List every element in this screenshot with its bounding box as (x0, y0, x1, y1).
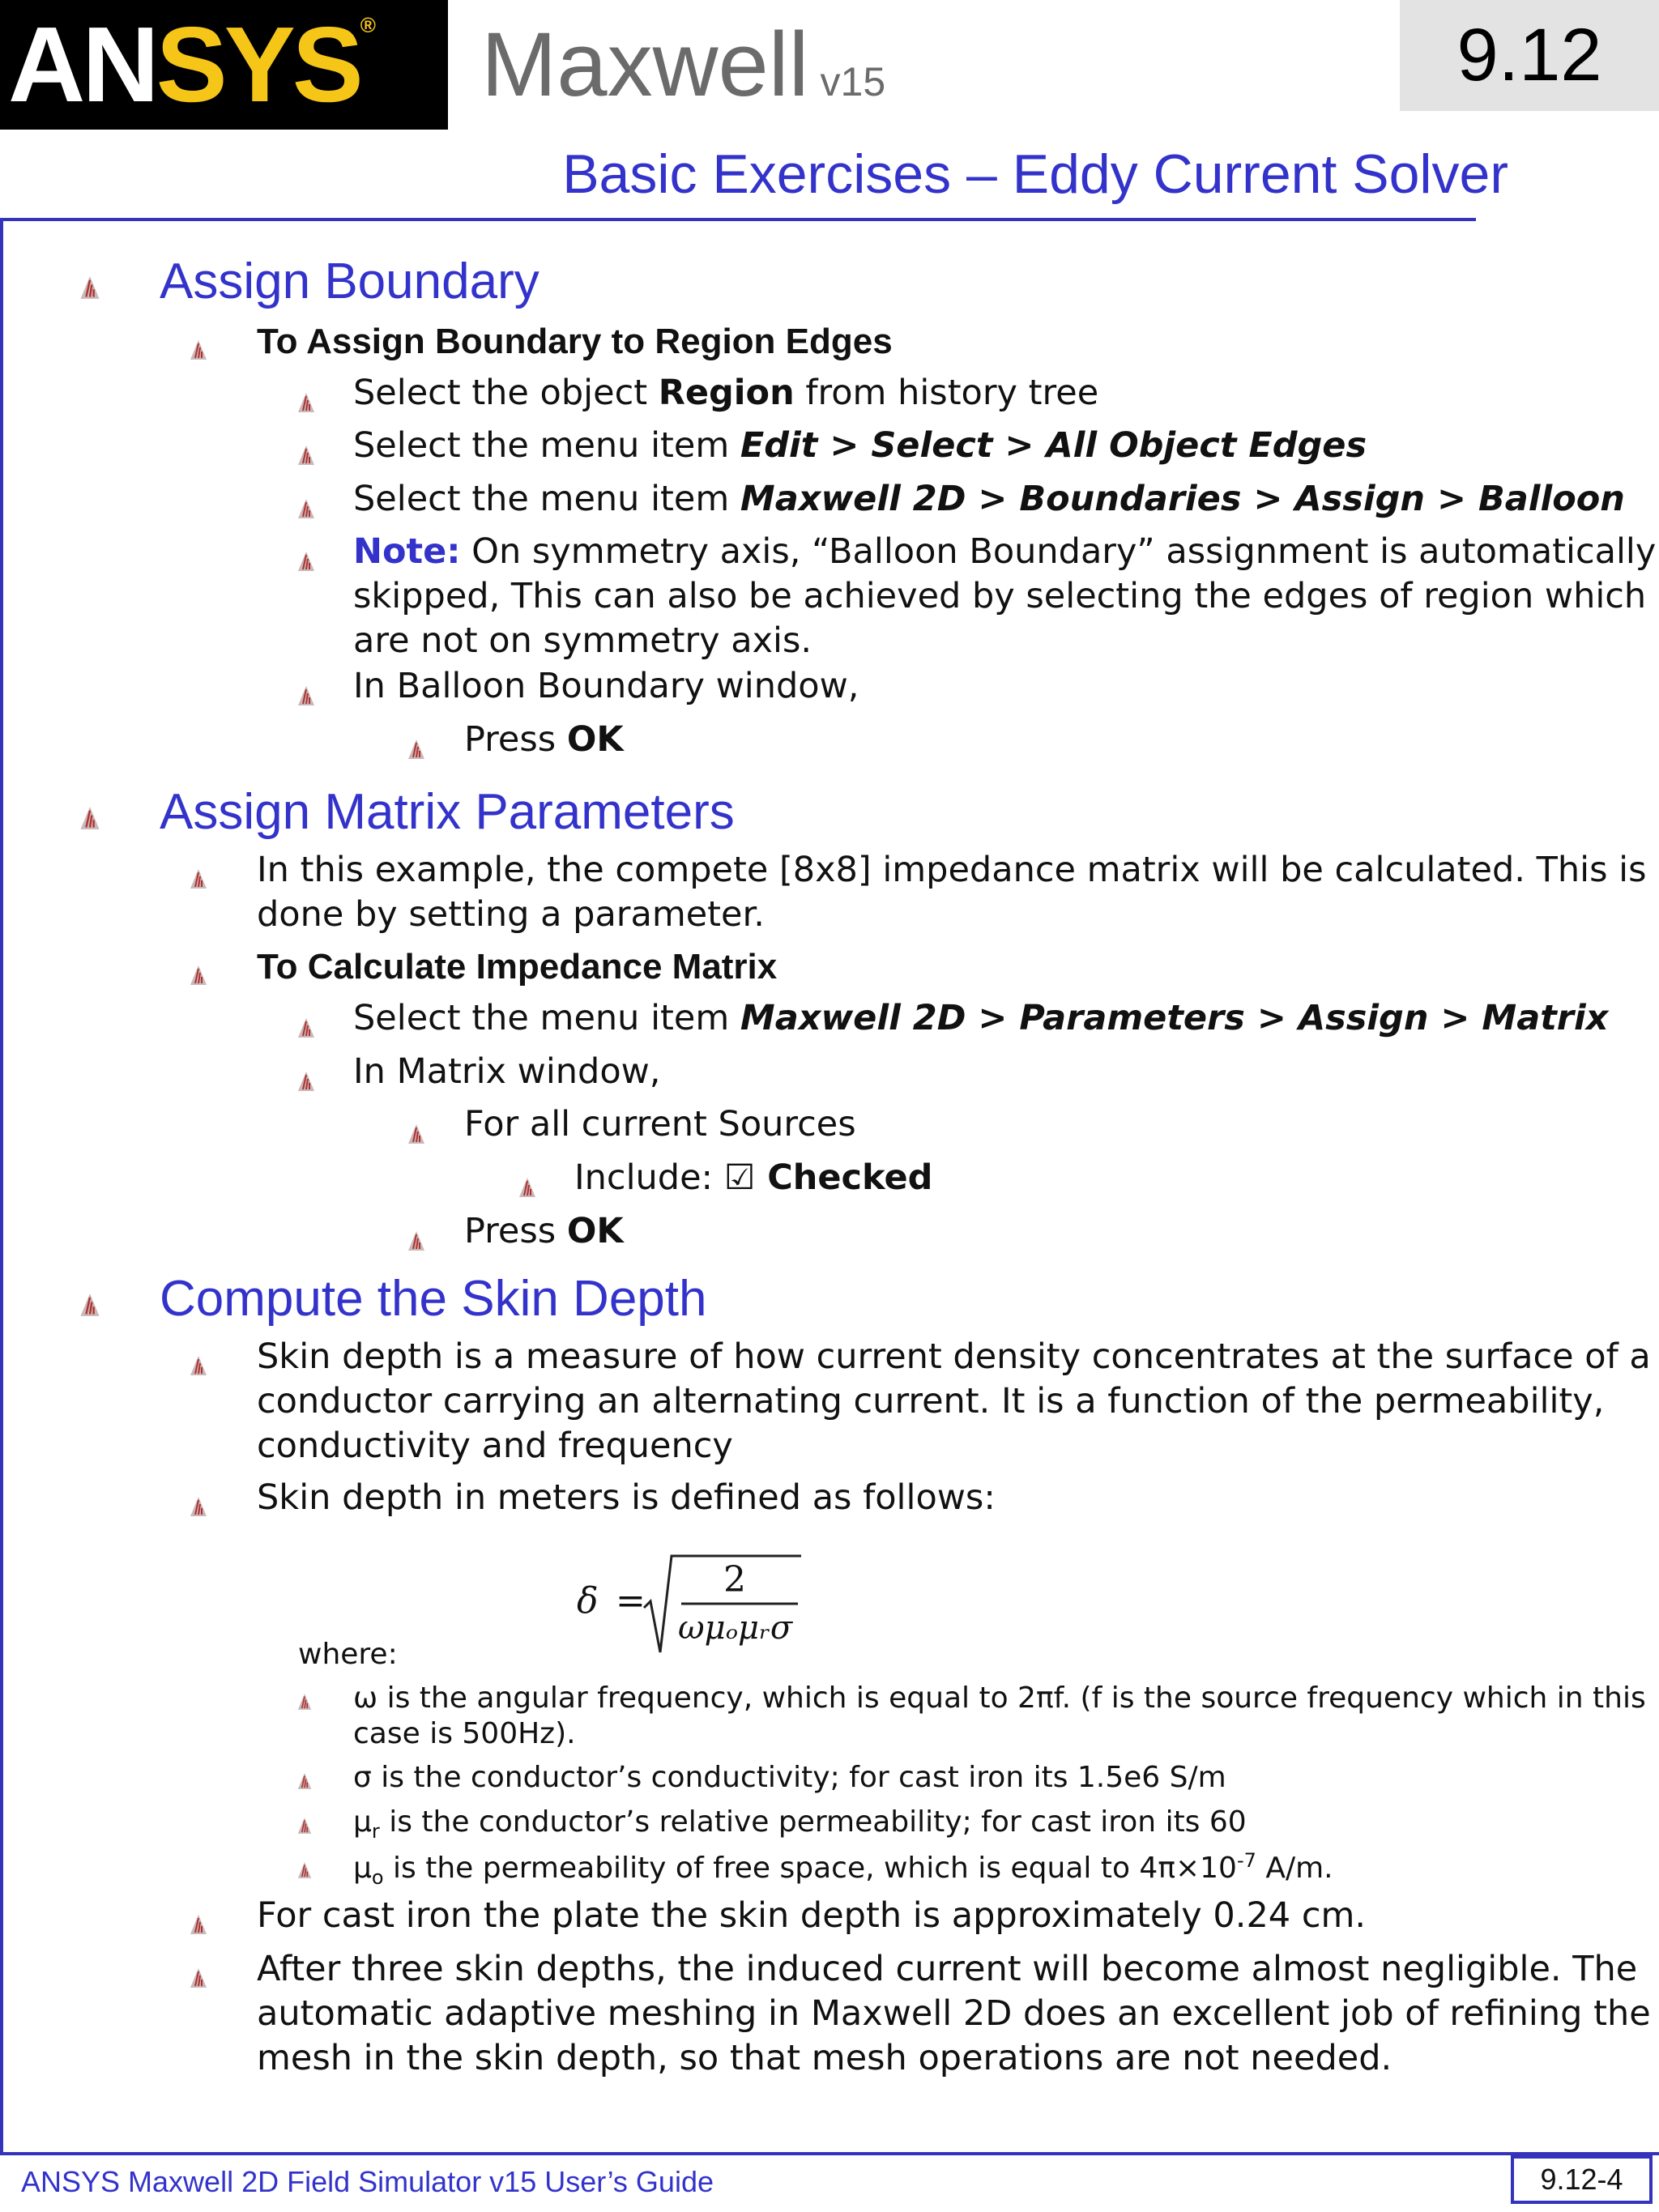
press-ok-boundary (464, 720, 624, 760)
skin-depth-formula (571, 1551, 814, 1664)
step-text: Select the menu item (353, 425, 740, 466)
include-checked (574, 1158, 932, 1198)
bullet-icon (297, 550, 315, 573)
bullet-icon (297, 1070, 315, 1093)
bullet-icon (297, 1772, 312, 1790)
mur-text: is the conductor’s relative permeability; for cast iron its 60 (379, 1805, 1247, 1839)
bullet-icon (297, 1016, 315, 1039)
matrix-intro-line-1: In this example, the compete [8x8] impedance matrix will be calculated. This is (257, 850, 1647, 890)
omega-def-line-1: ω is the angular frequency, which is equal to 2πf. (f is the source frequency which in this (353, 1681, 1646, 1715)
after-three-line-2: automatic adaptive meshing in Maxwell 2D does an excellent job of refining the (257, 1993, 1651, 2034)
formula-denominator: ωμₒμᵣσ (678, 1609, 793, 1647)
ok-term: OK (566, 719, 624, 760)
sigma-def: σ is the conductor’s conductivity; for cast iron its 1.5e6 S/m (353, 1761, 1226, 1794)
subheading-impedance-matrix: To Calculate Impedance Matrix (257, 947, 778, 987)
bullet-icon (190, 867, 207, 890)
mu-symbol: μ (353, 1805, 372, 1839)
frame-left-rule (0, 218, 3, 2154)
logo-text-an: AN (8, 5, 156, 124)
checked-term: Checked (755, 1157, 933, 1198)
footer-guide-title: ANSYS Maxwell 2D Field Simulator v15 User’s Guide (21, 2165, 714, 2198)
skin-defined: Skin depth in meters is defined as follows: (257, 1477, 996, 1518)
skin-desc-line-3: conductivity and frequency (257, 1426, 733, 1466)
bullet-icon (297, 391, 315, 414)
heading-skin-depth: Compute the Skin Depth (160, 1271, 707, 1327)
menu-path: Maxwell 2D > Boundaries > Assign > Balloon (740, 479, 1625, 519)
step-text: Press (464, 1211, 567, 1251)
mu-symbol: μ (353, 1852, 372, 1885)
step-text: Select the menu item (353, 998, 740, 1038)
step-text: Select the menu item (353, 479, 740, 519)
formula-numerator: 2 (723, 1559, 746, 1600)
step-select-region (353, 373, 1098, 413)
bullet-icon (190, 1967, 207, 1989)
bullet-icon (190, 1354, 207, 1377)
step-text: from history tree (794, 373, 1099, 413)
frame-top-rule (0, 218, 1476, 221)
skin-desc-line-1: Skin depth is a measure of how current density concentrates at the surface of a (257, 1336, 1651, 1377)
bullet-icon (190, 1495, 207, 1518)
checkbox-checked-icon: ☑ (723, 1157, 756, 1198)
skin-desc-line-2: conductor carrying an alternating current. It is a function of the permeability, (257, 1381, 1605, 1421)
step-select-all-edges (353, 426, 1367, 466)
balloon-window-step: In Balloon Boundary window, (353, 666, 859, 706)
bullet-icon (79, 806, 100, 830)
note-text: On symmetry axis, “Balloon Boundary” assignment is automatically (460, 531, 1657, 572)
formula-delta: δ (577, 1580, 599, 1622)
heading-assign-matrix: Assign Matrix Parameters (160, 784, 735, 840)
menu-path: Maxwell 2D > Parameters > Assign > Matrix (740, 998, 1609, 1038)
logo-text-sys: SYS (156, 5, 360, 124)
bullet-icon (297, 1817, 312, 1835)
cast-iron-skin-depth: For cast iron the plate the skin depth is approximately 0.24 cm. (257, 1895, 1367, 1936)
bullet-icon (297, 684, 315, 707)
ansys-logo (0, 0, 448, 130)
bullet-icon (297, 1861, 312, 1879)
step-text: Press (464, 719, 567, 760)
mu-subscript: r (371, 1820, 380, 1843)
note-line-2: skipped, This can also be achieved by selecting the edges of region which (353, 576, 1647, 616)
omega-def-line-2: case is 500Hz). (353, 1717, 576, 1750)
note-label: Note: (353, 531, 461, 572)
step-assign-matrix (353, 999, 1608, 1038)
exponent: -7 (1236, 1849, 1256, 1872)
note-line-1 (353, 532, 1656, 572)
step-region-term: Region (658, 373, 795, 413)
bullet-icon (407, 1230, 425, 1252)
press-ok-matrix (464, 1212, 624, 1251)
bullet-icon (407, 1123, 425, 1145)
note-line-3: are not on symmetry axis. (353, 620, 812, 661)
ok-term: OK (566, 1211, 624, 1251)
bullet-icon (297, 444, 315, 467)
menu-path: Edit > Select > All Object Edges (740, 425, 1367, 466)
all-current-sources: For all current Sources (464, 1104, 856, 1144)
bullet-icon (297, 497, 315, 520)
matrix-intro-line-2: done by setting a parameter. (257, 894, 765, 935)
after-three-line-3: mesh in the skin depth, so that mesh operations are not needed. (257, 2038, 1392, 2078)
subheading-assign-boundary-edges: To Assign Boundary to Region Edges (257, 322, 893, 361)
mur-def (353, 1805, 1247, 1843)
bullet-icon (518, 1176, 536, 1199)
step-text: Include: (574, 1157, 724, 1198)
bullet-icon (79, 1293, 100, 1317)
bullet-icon (190, 339, 207, 361)
bullet-icon (190, 1913, 207, 1936)
formula-equals: = (616, 1580, 646, 1622)
unit-text: A/m. (1256, 1852, 1333, 1885)
bullet-icon (407, 738, 425, 761)
after-three-line-1: After three skin depths, the induced current will become almost negligible. The (257, 1949, 1638, 1989)
product-version: v15 (820, 59, 886, 104)
step-assign-balloon (353, 479, 1625, 519)
product-name (481, 14, 886, 115)
matrix-window-step: In Matrix window, (353, 1051, 661, 1092)
page-number: 9.12-4 (1511, 2155, 1653, 2204)
bullet-icon (190, 964, 207, 987)
product-title: Maxwell (481, 14, 809, 115)
muo-text: is the permeability of free space, which is equal to 4π×10 (383, 1852, 1237, 1885)
logo-registered-mark: ® (360, 13, 376, 37)
mu-subscript: o (371, 1866, 384, 1890)
bullet-icon (79, 275, 100, 300)
where-label: where: (298, 1638, 398, 1671)
page-title: Basic Exercises – Eddy Current Solver (562, 143, 1508, 205)
muo-def (353, 1850, 1333, 1890)
step-text: Select the object (353, 373, 659, 413)
heading-assign-boundary: Assign Boundary (160, 254, 539, 309)
bullet-icon (297, 1693, 312, 1711)
section-number: 9.12 (1400, 0, 1659, 111)
frame-bottom-rule (0, 2152, 1659, 2155)
